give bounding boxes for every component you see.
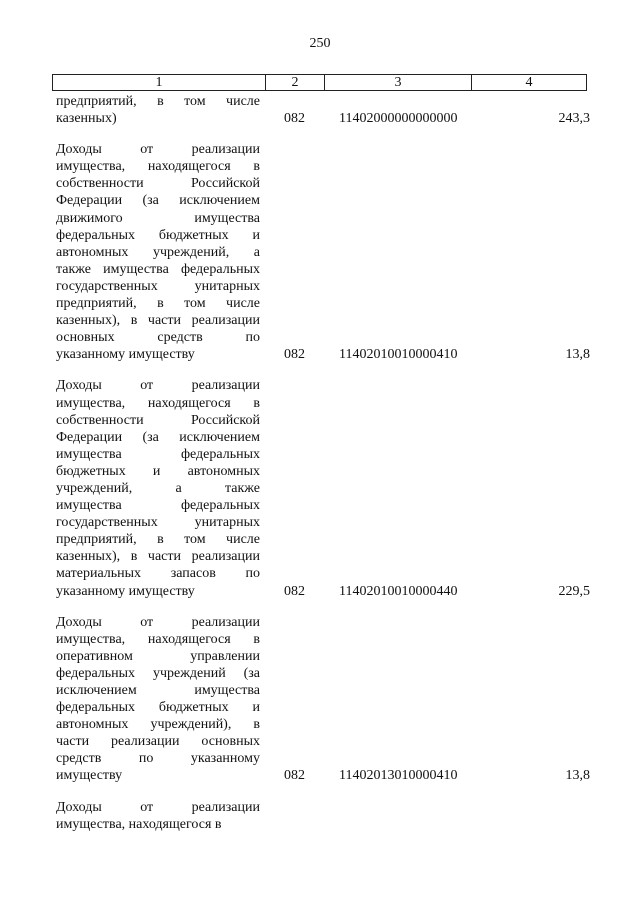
row-kbk: 11402010010000440 (339, 583, 458, 599)
description-line: Доходы от реализации (56, 614, 260, 630)
table-row (52, 614, 592, 785)
description-line: Доходы от реализации (56, 799, 260, 815)
row-description (56, 799, 260, 833)
description-line: собственности Российской (56, 412, 260, 428)
description-line: Федерации (за исключением (56, 429, 260, 445)
description-line: предприятий, в том числе (56, 94, 260, 109)
description-line: имущества федеральных (56, 498, 260, 514)
row-sum: 13,8 (565, 768, 590, 784)
row-code: 082 (284, 111, 305, 127)
header-col-3: 3 (325, 75, 472, 91)
description-line: учреждений, а также (56, 480, 260, 496)
description-line: Доходы от реализации (56, 378, 260, 394)
description-line: казенных) (56, 111, 117, 127)
description-line: Федерации (за исключением (56, 193, 260, 209)
description-line: собственности Российской (56, 176, 260, 192)
description-line: предприятий, в том числе (56, 296, 260, 312)
row-description (56, 141, 260, 363)
description-line: имущества федеральных (56, 446, 260, 462)
row-kbk: 11402010010000410 (339, 347, 458, 363)
table-header (52, 74, 587, 91)
description-line: имущества, находящегося в (56, 816, 222, 832)
description-line: Доходы от реализации (56, 142, 260, 158)
table-row (52, 93, 592, 127)
description-line: основных средств по (56, 330, 260, 346)
description-line: оперативном управлении (56, 648, 260, 664)
description-line: имущества, находящегося в (56, 395, 260, 411)
description-line: имущества, находящегося в (56, 631, 260, 647)
row-code: 082 (284, 768, 305, 784)
description-line: средств по указанному (56, 751, 260, 767)
header-col-4: 4 (472, 75, 587, 91)
row-description (56, 377, 260, 599)
row-description (56, 614, 260, 785)
description-line: указанному имуществу (56, 583, 195, 599)
row-sum: 13,8 (565, 347, 590, 363)
row-code: 082 (284, 583, 305, 599)
table-row (52, 377, 592, 599)
description-line: федеральных бюджетных и (56, 700, 260, 716)
description-line: движимого имущества (56, 210, 260, 226)
description-line: материальных запасов по (56, 566, 260, 582)
table-row (52, 141, 592, 363)
description-line: государственных унитарных (56, 515, 260, 531)
page-number: 250 (309, 36, 331, 51)
description-line: части реализации основных (56, 734, 260, 750)
description-line: имуществу (56, 768, 123, 784)
row-code: 082 (284, 347, 305, 363)
row-kbk: 11402013010000410 (339, 768, 458, 784)
description-line: также имущества федеральных (56, 261, 260, 277)
row-kbk: 11402000000000000 (339, 111, 458, 127)
description-line: предприятий, в том числе (56, 532, 260, 548)
row-sum: 229,5 (558, 583, 590, 599)
description-line: казенных), в части реализации (56, 549, 260, 565)
header-col-2: 2 (266, 75, 325, 91)
description-line: автономных учреждений, а (56, 244, 260, 260)
header-col-1: 1 (53, 75, 266, 91)
description-line: федеральных бюджетных и (56, 227, 260, 243)
description-line: государственных унитарных (56, 278, 260, 294)
table-row (52, 799, 592, 833)
table-body (52, 93, 592, 847)
description-line: указанному имуществу (56, 347, 195, 363)
row-description (56, 93, 260, 127)
description-line: автономных учреждений), в (56, 717, 260, 733)
row-sum: 243,3 (558, 111, 590, 127)
description-line: исключением имущества (56, 683, 260, 698)
description-line: федеральных учреждений (за (56, 665, 260, 681)
description-line: имущества, находящегося в (56, 159, 260, 175)
description-line: бюджетных и автономных (56, 463, 260, 479)
description-line: казенных), в части реализации (56, 313, 260, 329)
